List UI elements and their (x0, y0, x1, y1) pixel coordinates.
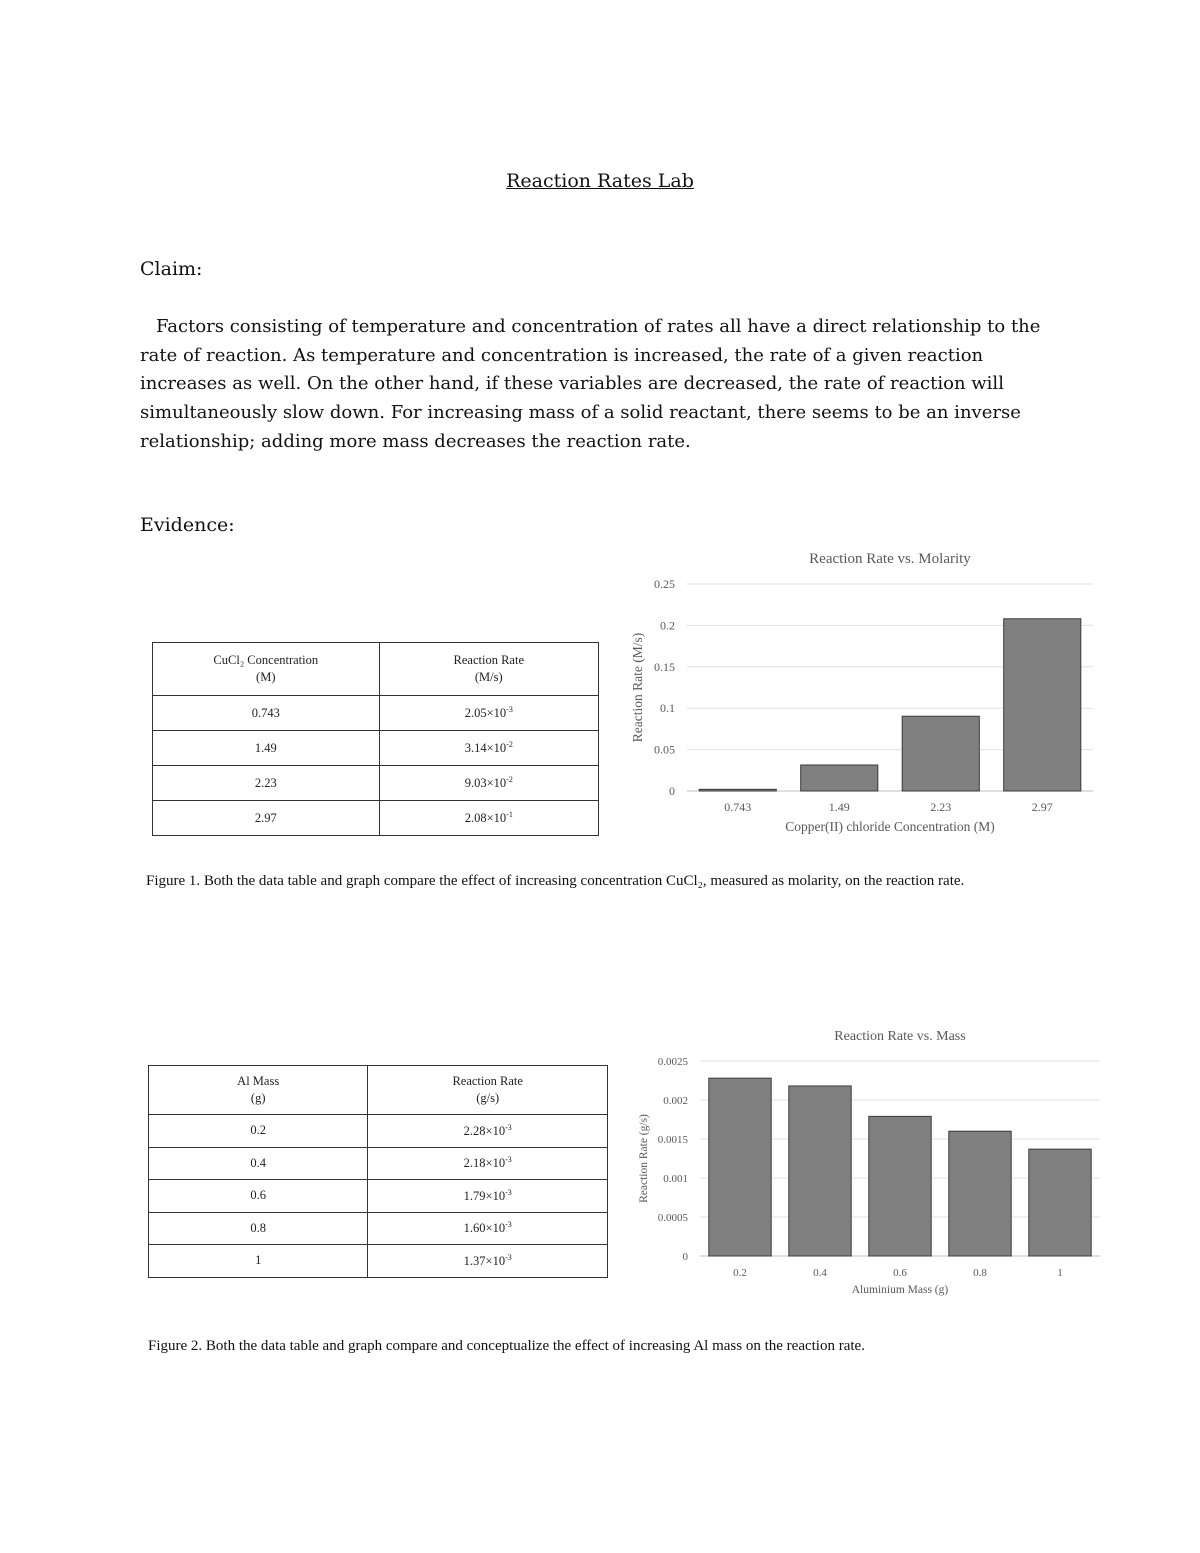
table-header-row (153, 643, 599, 696)
evidence-heading: Evidence: (140, 514, 235, 536)
y-tick-label: 0.1 (660, 701, 675, 716)
x-tick-label: 2.23 (930, 800, 952, 814)
bar (1029, 1149, 1091, 1256)
table-row (153, 731, 599, 766)
rate-exponent: -2 (506, 739, 513, 749)
table-cell (379, 696, 598, 731)
rate-mantissa: 9.03×10 (464, 776, 507, 791)
table-row (153, 801, 599, 836)
table-cell (368, 1147, 608, 1180)
molarity-bar-chart (625, 540, 1105, 840)
figure-2-caption: Figure 2. Both the data table and graph compare and conceptualize the effect of increasing Al mass on the reaction rate. (148, 1338, 865, 1354)
y-tick-label: 0.25 (654, 577, 675, 591)
concentration-data-table (152, 642, 599, 836)
rate-exponent: -3 (505, 1187, 512, 1197)
table-header-cell (368, 1066, 608, 1115)
rate-mantissa: 2.08×10 (464, 811, 507, 826)
x-axis-label: Copper(II) chloride Concentration (M) (785, 819, 995, 834)
rate-exponent: -3 (505, 1252, 512, 1262)
bar (902, 716, 979, 791)
bar (1004, 619, 1081, 791)
table-cell (379, 766, 598, 801)
y-tick-label: 0.0005 (657, 1212, 688, 1224)
bar (869, 1116, 931, 1256)
table-row (149, 1115, 608, 1148)
header-line: CuCl₂ Concentration (213, 653, 319, 667)
x-tick-label: 1 (1057, 1267, 1063, 1279)
table-cell (368, 1212, 608, 1245)
bar (789, 1086, 851, 1256)
table-header-cell (379, 643, 598, 696)
header-unit: (M) (256, 670, 276, 684)
bar (709, 1078, 771, 1256)
y-axis-label: Reaction Rate (g/s) (638, 1114, 650, 1203)
rate-exponent: -3 (505, 1220, 512, 1230)
rate-mantissa: 1.79×10 (463, 1188, 506, 1203)
y-tick-label: 0.0025 (657, 1056, 688, 1068)
x-tick-label: 1.49 (828, 800, 850, 814)
y-axis-label: Reaction Rate (M/s) (630, 632, 645, 743)
x-tick-label: 2.97 (1031, 800, 1053, 814)
table-row (149, 1147, 608, 1180)
table-cell (379, 801, 598, 836)
table-cell: 2.97 (153, 801, 380, 836)
table-cell: 0.2 (149, 1115, 368, 1148)
x-tick-label: 0.4 (813, 1267, 827, 1279)
header-unit: (M/s) (474, 670, 503, 684)
y-tick-label: 0.001 (663, 1173, 688, 1185)
table-cell (379, 731, 598, 766)
x-axis-label: Aluminium Mass (g) (851, 1284, 949, 1296)
figure-1-caption: Figure 1. Both the data table and graph compare the effect of increasing concentration CuCl₂, measured as molarity, on the reaction rate. (146, 873, 965, 889)
y-tick-label: 0.05 (654, 742, 675, 757)
header-unit: (g) (250, 1091, 266, 1105)
rate-mantissa: 1.60×10 (463, 1221, 506, 1236)
table-cell: 0.8 (149, 1212, 368, 1245)
table-cell: 0.743 (153, 696, 380, 731)
rate-mantissa: 2.18×10 (463, 1156, 506, 1171)
chart-title: Reaction Rate vs. Molarity (809, 551, 971, 567)
table-header-cell (149, 1066, 368, 1115)
x-tick-label: 0.6 (893, 1267, 907, 1279)
table-header-cell (153, 643, 380, 696)
bar (949, 1131, 1011, 1256)
rate-exponent: -3 (506, 704, 513, 714)
x-tick-label: 0.8 (973, 1267, 987, 1279)
header-line: Reaction Rate (452, 1074, 523, 1088)
rate-mantissa: 1.37×10 (463, 1253, 506, 1268)
x-tick-label: 0.2 (733, 1267, 747, 1279)
y-tick-label: 0 (682, 1251, 688, 1263)
table-row (149, 1180, 608, 1213)
header-unit: (g/s) (476, 1091, 500, 1105)
header-line: Reaction Rate (453, 653, 525, 667)
rate-exponent: -3 (505, 1122, 512, 1132)
table-row (153, 696, 599, 731)
table-cell: 0.6 (149, 1180, 368, 1213)
mass-bar-chart (630, 1020, 1105, 1305)
x-tick-label: 0.743 (724, 800, 752, 814)
rate-mantissa: 3.14×10 (464, 741, 507, 756)
table-cell: 0.4 (149, 1147, 368, 1180)
header-line: Al Mass (237, 1074, 280, 1088)
y-tick-label: 0.15 (654, 659, 675, 674)
table-header-row (149, 1066, 608, 1115)
rate-exponent: -2 (506, 774, 513, 784)
table-cell: 1.49 (153, 731, 380, 766)
mass-data-table (148, 1065, 608, 1278)
table-cell (368, 1245, 608, 1278)
y-tick-label: 0.002 (663, 1095, 688, 1107)
claim-paragraph: Factors consisting of temperature and concentration of rates all have a direct relationship to the rate of reaction. As temperature and concentration is increased, the rate of a given reaction increases as well. On the other hand, if these variables are decreased, the rate of reaction will simultaneously slow down. For increasing mass of a solid reactant, there seems to be an inverse relationship; adding more mass decreases the reaction rate. (140, 316, 1041, 452)
rate-mantissa: 2.05×10 (464, 706, 507, 721)
y-tick-label: 0.2 (660, 618, 675, 633)
rate-exponent: -1 (506, 809, 513, 819)
table-row (149, 1245, 608, 1278)
chart-title: Reaction Rate vs. Mass (834, 1029, 966, 1044)
table-cell: 2.23 (153, 766, 380, 801)
table-cell (368, 1115, 608, 1148)
bar (801, 765, 878, 791)
y-tick-label: 0.0015 (657, 1134, 688, 1146)
y-tick-label: 0 (669, 784, 675, 798)
document-title: Reaction Rates Lab (506, 170, 694, 192)
rate-mantissa: 2.28×10 (463, 1123, 506, 1138)
table-row (149, 1212, 608, 1245)
table-cell: 1 (149, 1245, 368, 1278)
table-cell (368, 1180, 608, 1213)
table-row (153, 766, 599, 801)
claim-heading: Claim: (140, 258, 203, 280)
bar (699, 789, 776, 791)
rate-exponent: -3 (505, 1155, 512, 1165)
